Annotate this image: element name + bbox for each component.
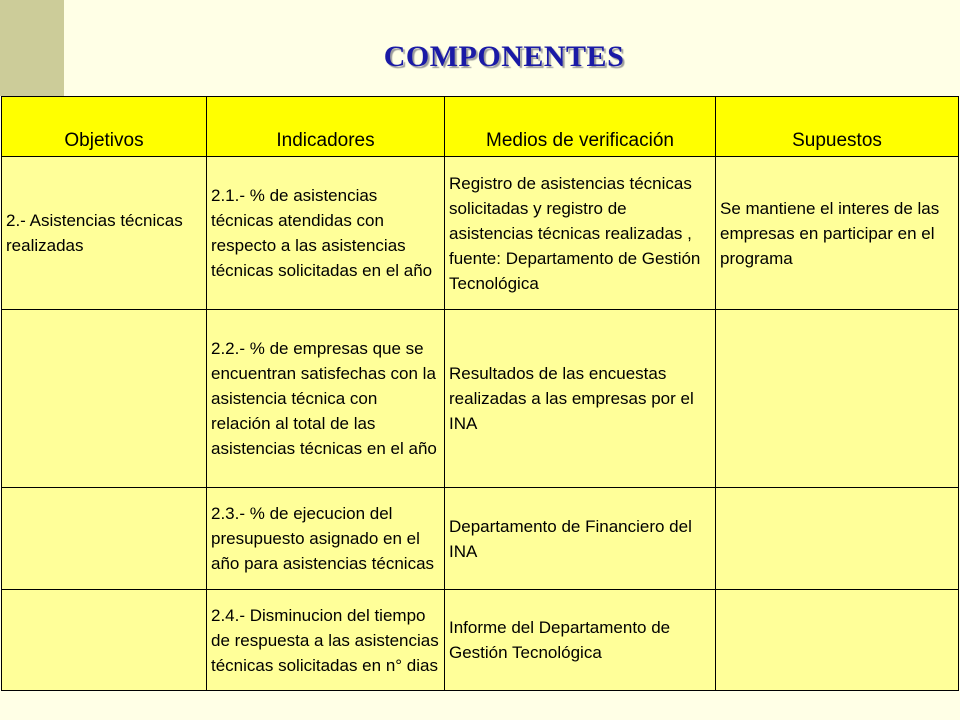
components-table	[1, 96, 959, 691]
cell-medio: Registro de asistencias técnicas solicitadas y registro de asistencias técnicas realizadas , fuente: Departamento de Gestión Tecnológica	[445, 157, 716, 310]
cell-indicador: 2.1.- % de asistencias técnicas atendidas con respecto a las asistencias técnicas solicitadas en el año	[207, 157, 445, 310]
cell-supuesto	[716, 590, 959, 691]
cell-medio: Informe del Departamento de Gestión Tecnológica	[445, 590, 716, 691]
table-row	[2, 310, 959, 488]
header-supuestos: Supuestos	[716, 97, 959, 157]
header-indicadores: Indicadores	[207, 97, 445, 157]
header-medios-verificacion: Medios de verificación	[445, 97, 716, 157]
cell-indicador: 2.3.- % de ejecucion del presupuesto asignado en el año para asistencias técnicas	[207, 488, 445, 590]
cell-supuesto	[716, 488, 959, 590]
cell-objetivo	[2, 310, 207, 488]
cell-indicador: 2.2.- % de empresas que se encuentran satisfechas con la asistencia técnica con relación al total de las asistencias técnicas en el año	[207, 310, 445, 488]
cell-supuesto: Se mantiene el interes de las empresas en participar en el programa	[716, 157, 959, 310]
cell-objetivo	[2, 590, 207, 691]
table-row	[2, 590, 959, 691]
cell-supuesto	[716, 310, 959, 488]
table-row	[2, 488, 959, 590]
cell-medio: Departamento de Financiero del INA	[445, 488, 716, 590]
table-header-row	[2, 97, 959, 157]
cell-objetivo	[2, 488, 207, 590]
cell-objetivo: 2.- Asistencias técnicas realizadas	[2, 157, 207, 310]
cell-medio: Resultados de las encuestas realizadas a las empresas por el INA	[445, 310, 716, 488]
slide-title: COMPONENTES	[383, 40, 625, 73]
cell-indicador: 2.4.- Disminucion del tiempo de respuesta a las asistencias técnicas solicitadas en n° dias	[207, 590, 445, 691]
header-objetivos: Objetivos	[2, 97, 207, 157]
table-row	[2, 157, 959, 310]
